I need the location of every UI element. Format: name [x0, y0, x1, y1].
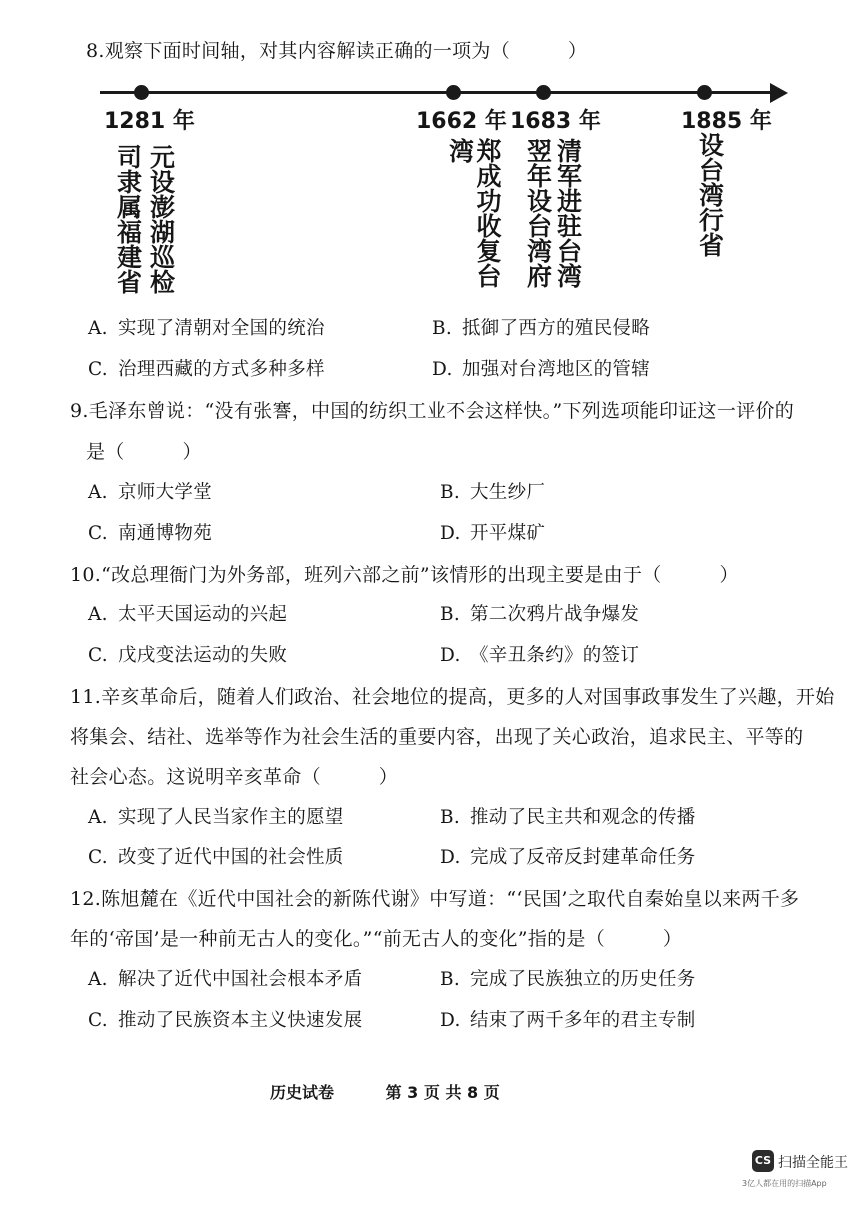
scanner-watermark: [742, 1150, 852, 1210]
q11-option-a: A. 实现了人民当家作主的愿望: [88, 807, 344, 828]
q8-option-c: C. 治理西藏的方式多种多样: [88, 359, 325, 380]
q10-option-d: D. 《辛丑条约》的签订: [440, 645, 640, 666]
question-8-stem: 8.观察下面时间轴，对其内容解读正确的一项为（ ）: [86, 40, 588, 62]
q12-option-c: C. 推动了民族资本主义快速发展: [88, 1010, 363, 1031]
q8-option-d: D. 加强对台湾地区的管辖: [432, 359, 651, 380]
q10-option-a: A. 太平天国运动的兴起: [88, 604, 288, 625]
q9-option-a: A. 京师大学堂: [88, 482, 213, 503]
question-10-stem: 10.“改总理衙门为外务部，班列六部之前”该情形的出现主要是由于（ ）: [70, 564, 739, 586]
q12-option-b: B. 完成了民族独立的历史任务: [440, 969, 696, 990]
q11-option-b: B. 推动了民主共和观念的传播: [440, 807, 696, 828]
question-11-stem-line2: 将集会、结社、选举等作为社会生活的重要内容，出现了关心政治，追求民主、平等的: [70, 726, 804, 748]
q9-option-c: C. 南通博物苑: [88, 523, 213, 544]
timeline-year-1281: 1281 年: [104, 109, 195, 134]
timeline-dot-1662: [446, 85, 461, 100]
timeline-event-1281-col1: 元设澎湖巡检: [146, 144, 176, 294]
page-footer: [270, 1080, 506, 1103]
q11-option-c: C. 改变了近代中国的社会性质: [88, 847, 344, 868]
camscanner-logo-icon: CS: [752, 1150, 774, 1172]
q9-option-d: D. 开平煤矿: [440, 523, 546, 544]
timeline-year-1683: 1683 年: [510, 109, 601, 134]
timeline-dot-1281: [134, 85, 149, 100]
timeline-event-1281-col2: 司隶属福建省: [113, 144, 143, 294]
timeline-event-1662: 郑成功收复台湾: [445, 138, 502, 288]
watermark-app-name: 扫描全能王: [778, 1155, 848, 1171]
timeline-arrow: [770, 83, 788, 103]
question-11-stem-line1: 11.辛亥革命后，随着人们政治、社会地位的提高，更多的人对国事政事发生了兴趣，开始: [70, 686, 835, 708]
watermark-tagline: 3亿人都在用的扫描App: [742, 1179, 827, 1188]
q12-option-a: A. 解决了近代中国社会根本矛盾: [88, 969, 363, 990]
timeline-dot-1683: [536, 85, 551, 100]
timeline-event-1683-col1: 清军进驻台湾: [553, 138, 583, 288]
footer-page-number: 第 3 页 共 8 页: [385, 1083, 500, 1102]
timeline-dot-1885: [697, 85, 712, 100]
q12-option-d: D. 结束了两千多年的君主专制: [440, 1010, 696, 1031]
q10-option-b: B. 第二次鸦片战争爆发: [440, 604, 640, 625]
timeline-event-1683-col2: 翌年设台湾府: [523, 138, 553, 288]
question-11-stem-line3: 社会心态。这说明辛亥革命（ ）: [70, 766, 399, 788]
q8-option-a: A. 实现了清朝对全国的统治: [88, 318, 325, 339]
timeline-year-1662: 1662 年: [416, 109, 507, 134]
q9-option-b: B. 大生纱厂: [440, 482, 546, 503]
timeline-event-1885: 设台湾行省: [695, 132, 725, 257]
question-12-stem-line2: 年的‘帝国’是一种前无古人的变化。”“前无古人的变化”指的是（ ）: [70, 928, 683, 950]
timeline-year-1885: 1885 年: [681, 109, 772, 134]
footer-subject: 历史试卷: [270, 1083, 335, 1102]
question-12-stem-line1: 12.陈旭麓在《近代中国社会的新陈代谢》中写道：“‘民国’之取代自秦始皇以来两千多: [70, 888, 800, 910]
timeline-axis: [100, 91, 778, 94]
q8-option-b: B. 抵御了西方的殖民侵略: [432, 318, 651, 339]
q11-option-d: D. 完成了反帝反封建革命任务: [440, 847, 696, 868]
q10-option-c: C. 戊戌变法运动的失败: [88, 645, 288, 666]
question-9-stem-line2: 是（ ）: [86, 441, 202, 463]
question-9-stem-line1: 9.毛泽东曾说：“没有张謇，中国的纺织工业不会这样快。”下列选项能印证这一评价的: [70, 400, 795, 422]
timeline: [100, 70, 800, 310]
